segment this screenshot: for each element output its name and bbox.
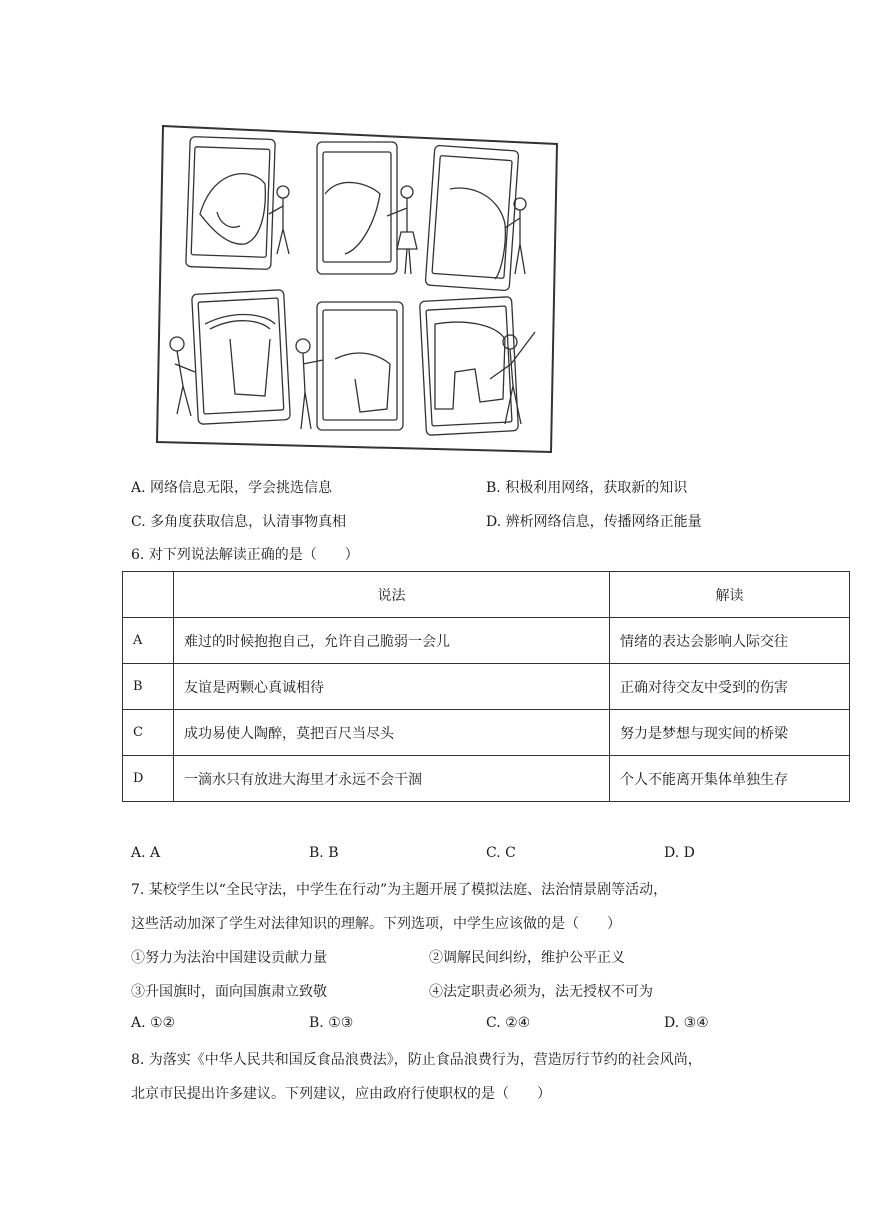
blind-men-elephant-cartoon <box>155 124 559 454</box>
table-header-blank <box>123 572 174 618</box>
row-label: C <box>123 710 174 756</box>
table-row <box>123 756 850 802</box>
q5-option-d: D. 辨析网络信息，传播网络正能量 <box>486 514 702 530</box>
table-row <box>123 618 850 664</box>
row-interpretation: 正确对待交友中受到的伤害 <box>610 664 850 710</box>
q7-item-3: ③升国旗时，面向国旗肃立致敬 <box>131 984 327 1000</box>
row-saying: 一滴水只有放进大海里才永远不会干涸 <box>174 756 610 802</box>
row-interpretation: 情绪的表达会影响人际交往 <box>610 618 850 664</box>
q8-stem-line1: 8. 为落实《中华人民共和国反食品浪费法》，防止食品浪费行为，营造厉行节约的社会风尚， <box>131 1052 702 1068</box>
row-interpretation: 努力是梦想与现实间的桥梁 <box>610 710 850 756</box>
row-label: A <box>123 618 174 664</box>
table-header-saying: 说法 <box>174 572 610 618</box>
q7-option-d: D. ③④ <box>664 1015 709 1031</box>
q7-item-1: ①努力为法治中国建设贡献力量 <box>131 950 327 966</box>
q7-option-b: B. ①③ <box>309 1015 354 1031</box>
table-header-row <box>123 572 850 618</box>
table-header-interpretation: 解读 <box>610 572 850 618</box>
table-row <box>123 710 850 756</box>
q8-stem-line2: 北京市民提出许多建议。下列建议，应由政府行使职权的是（ ） <box>131 1086 551 1102</box>
q6-option-a: A. A <box>131 845 161 861</box>
q7-item-4: ④法定职责必须为，法无授权不可为 <box>429 984 653 1000</box>
q6-option-c: C. C <box>486 845 516 861</box>
q7-option-a: A. ①② <box>131 1015 176 1031</box>
row-saying: 友谊是两颗心真诚相待 <box>174 664 610 710</box>
row-label: D <box>123 756 174 802</box>
q7-stem-line2: 这些活动加深了学生对法律知识的理解。下列选项，中学生应该做的是（ ） <box>131 916 621 932</box>
row-label: B <box>123 664 174 710</box>
row-interpretation: 个人不能离开集体单独生存 <box>610 756 850 802</box>
q5-option-a: A. 网络信息无限，学会挑选信息 <box>131 480 333 496</box>
q7-stem-line1: 7. 某校学生以“全民守法，中学生在行动”为主题开展了模拟法庭、法治情景剧等活动， <box>131 882 668 898</box>
row-saying: 难过的时候抱抱自己，允许自己脆弱一会儿 <box>174 618 610 664</box>
q6-stem: 6. 对下列说法解读正确的是（ ） <box>131 547 359 563</box>
table-row <box>123 664 850 710</box>
row-saying: 成功易使人陶醉，莫把百尺当尽头 <box>174 710 610 756</box>
q7-item-2: ②调解民间纠纷，维护公平正义 <box>429 950 625 966</box>
q6-table <box>122 571 850 802</box>
q6-option-b: B. B <box>309 845 339 861</box>
q5-option-b: B. 积极利用网络，获取新的知识 <box>486 480 688 496</box>
q7-option-c: C. ②④ <box>486 1015 531 1031</box>
q6-option-d: D. D <box>664 845 695 861</box>
q5-option-c: C. 多角度获取信息，认清事物真相 <box>131 514 347 530</box>
